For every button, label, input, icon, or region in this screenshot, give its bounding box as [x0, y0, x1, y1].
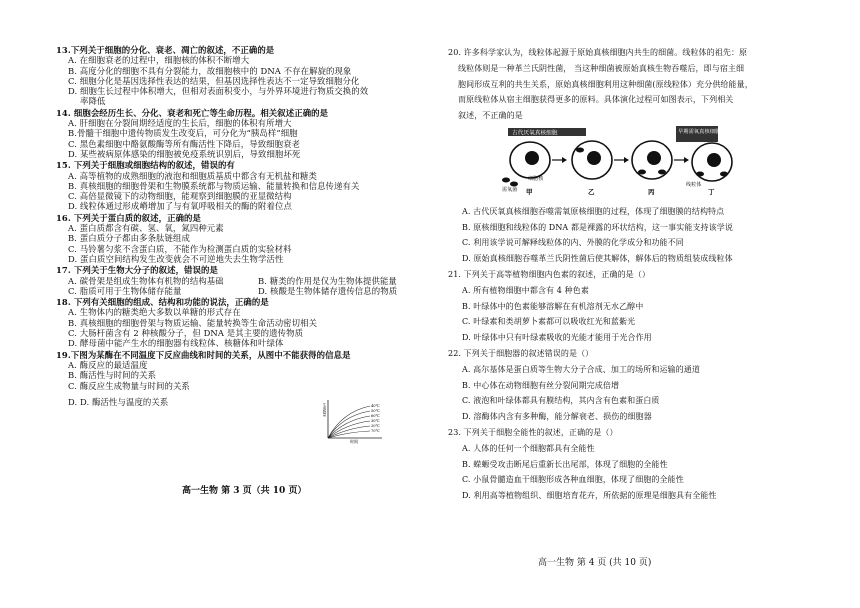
label-aerobic-bacteria: 需氧菌 [502, 186, 518, 193]
question-22 [448, 346, 818, 425]
arrowhead-1 [562, 157, 567, 163]
q18-option-b: B. 真核细胞的细胞骨架与物质运输、能量转换等生命活动密切相关 [68, 317, 318, 328]
q20-line-3: 胞间形成互利的共生关系，原始真核细胞利用这种细菌(原线粒体）充分供给能量， [458, 79, 753, 89]
label-yi: 乙 [588, 187, 595, 196]
q17-option-d: D. 核酸是生物体储存遗传信息的物质 [258, 285, 398, 296]
q17-options-ab [56, 276, 418, 286]
q23-option-a: A. 人体的任何一个细胞都具有全能性 [462, 443, 595, 453]
question-16 [56, 213, 418, 264]
q13-option-a: A. 在细胞衰老的过程中，细胞核的体积不断增大 [68, 55, 250, 66]
q22-option-c: C. 液泡和叶绿体都具有膜结构，其内含有色素和蛋白质 [462, 396, 660, 406]
page-right [430, 0, 860, 608]
q19-option-a: A. 酶反应的最适温度 [68, 359, 148, 370]
q14-option-a: A. 肝细胞在分裂间期经适度的生长后，细胞的体积有所增大 [68, 118, 292, 129]
q21-option-a: A. 所有植物细胞中都含有 4 种色素 [462, 285, 589, 295]
q16-option-d: D. 蛋白质空间结构发生改变就会不可逆地失去生物学活性 [68, 253, 284, 264]
q19-stem: 19.下图为某酶在不同温度下反应曲线和时间的关系，从图中不能获得的信息是 [56, 349, 351, 360]
question-15 [56, 160, 418, 211]
q18-option-a: A. 生物体内的糖类绝大多数以单糖的形式存在 [68, 307, 241, 318]
q13-stem: 13.下列关于细胞的分化、衰老、凋亡的叙述，不正确的是 [56, 45, 275, 55]
q14-option-c: C. 黑色素细胞中酪氨酸酶等所有酶活性下降后，导致细胞衰老 [68, 138, 301, 149]
curve-50c [328, 411, 370, 438]
question-18 [56, 297, 418, 348]
label-50c: 50℃ [371, 409, 380, 413]
nucleus-bing [647, 151, 661, 165]
page-footer-right: 高一生物 第 4 页 (共 10 页) [538, 558, 652, 568]
q22-option-a: A. 高尔基体是蛋白质等生物大分子合成、加工的场所和运输的通道 [462, 364, 700, 374]
q20-line-1: 20. 许多科学家认为，线粒体起源于原始真核细胞内共生的细菌。线粒体的祖先：原 [448, 48, 748, 57]
q15-option-b: B. 真核细胞的细胞骨架和生物膜系统都与物质运输、能量转换和信息传递有关 [68, 180, 360, 191]
nucleus-jia [525, 151, 539, 165]
q16-stem: 16. 下列关于蛋白质的叙述，正确的是 [56, 212, 202, 223]
q17-options-cd [56, 286, 418, 296]
label-40c: 40℃ [371, 404, 380, 408]
q17-option-b: B. 糖类的作用是仅为生物体提供能量 [258, 275, 397, 286]
q20-line-2: 线粒体则是一种革兰氏阴性菌， 当这种细菌被原始真核生物吞噬后，即与宿主细 [458, 63, 745, 73]
q23-option-c: C. 小鼠骨髓造血干细胞形成各种血细胞，体现了细胞的全能性 [462, 475, 684, 485]
q17-option-a: A. 碳骨架是组成生物体有机物的结构基础 [68, 275, 224, 286]
q23-option-b: B. 蝾螈受攻击断尾后重新长出尾部，体现了细胞的全能性 [462, 459, 668, 469]
q23-stem: 23. 下列关于细胞全能性的叙述，正确的是（） [448, 427, 618, 437]
q19-option-d: D. D. 酶活性与温度的关系 [68, 396, 169, 407]
internal-bacteria-2 [658, 169, 666, 174]
q13-option-c: C. 细胞分化是基因选择性表达的结果，但基因选择性表达不一定导致细胞分化 [68, 75, 360, 86]
q13-option-d-cont: 率降低 [80, 96, 106, 107]
q15-stem: 15. 下列关于细胞或细胞结构的叙述，错误的有 [56, 160, 235, 171]
question-14 [56, 108, 418, 159]
q15-option-c: C. 高倍显微镜下的动物细胞，能观察到细胞膜的亚显微结构 [68, 191, 292, 202]
nucleus-ding [707, 153, 721, 167]
right-column [448, 45, 818, 504]
q20-option-c: C. 利用该学说可解释线粒体的内、外膜的化学成分和功能不同 [462, 238, 684, 248]
q14-option-b: B.骨髓干细胞中遗传物质发生改变后，可分化为“胰岛样”细胞 [68, 128, 298, 139]
q17-option-c: C. 脂质可用于生物体储存能量 [68, 285, 182, 296]
q23-option-d: D. 利用高等植物组织、细胞培育花卉，所依据的原理是细胞具有全能性 [462, 491, 717, 501]
label-ding: 丁 [708, 187, 715, 196]
q21-option-c: C. 叶绿素和类胡萝卜素都可以吸收红光和蓝紫光 [462, 317, 636, 327]
q18-option-c: C. 大肠杆菌含有 2 种核酸分子，但 DNA 是其主要的遗传物质 [68, 328, 304, 339]
q13-option-d: D. 细胞生长过程中体积增大，但相对表面积变小，与外界环境进行物质交换的效 [68, 86, 369, 97]
q19-option-b: B. 酶活性与时间的关系 [68, 370, 157, 381]
question-21 [448, 267, 818, 346]
internal-bacteria-1 [638, 169, 646, 174]
left-column [56, 44, 418, 407]
q16-option-c: C. 马铃薯匀浆不含蛋白质，不能作为检测蛋白质的实验材料 [68, 243, 292, 254]
q21-stem: 21. 下列关于高等植物细胞内色素的叙述，正确的是（） [448, 269, 650, 279]
label-20c: 20℃ [371, 424, 380, 428]
q20-line-4: 而原线粒体从宿主细胞获得更多的原料。具体演化过程可如图表示，下列相关 [458, 95, 734, 105]
q13-option-b: B. 高度分化的细胞不具有分裂能力，故细胞核中的 DNA 不存在解旋的现象 [68, 65, 352, 76]
q20-option-b: B. 原核细胞和线粒体的 DNA 都是裸露的环状结构，这一事实能支持该学说 [462, 222, 733, 232]
q14-option-d: D. 某些被病原体感染的细胞被免疫系统识别后，导致细胞坏死 [68, 148, 301, 159]
arrowhead-2 [624, 157, 629, 163]
label-ancient-anaerobic-eukaryote: 古代厌氧真核细胞 [512, 130, 558, 137]
q15-option-a: A. 高等植物的成熟细胞的液泡和细胞质基质中都含有无机盐和糖类 [68, 170, 317, 181]
label-70c: 70℃ [371, 429, 380, 433]
page-footer-left: 高一生物 第 3 页（共 10 页） [182, 486, 307, 496]
q16-option-a: A. 蛋白质都含有碳、氢、氧，氮四种元素 [68, 223, 224, 234]
q20-option-d: D. 原始真核细胞吞噬革兰氏阴性菌后使其解体，解体后的物质组装成线粒体 [462, 254, 733, 264]
q21-option-b: B. 叶绿体中的色素能够溶解在有机溶剂无水乙醇中 [462, 301, 644, 311]
aerobic-bacteria-1 [502, 177, 510, 182]
q18-stem: 18. 下列有关细胞的组成、结构和功能的说法，正确的是 [56, 297, 269, 308]
enzyme-reaction-chart [324, 398, 386, 444]
q17-stem: 17. 下列关于生物大分子的叙述，错误的是 [56, 265, 218, 276]
label-60c: 60℃ [371, 414, 380, 418]
endosymbiosis-diagram [500, 128, 750, 194]
mitochondrion-1 [696, 171, 704, 176]
aerobic-bacteria-2 [510, 181, 518, 186]
label-early-aerobic-eukaryote: 早期需氧真核细胞 [678, 128, 721, 135]
question-23 [448, 425, 818, 504]
question-20 [448, 45, 818, 267]
arrowhead-3 [684, 157, 689, 163]
q16-option-b: B. 蛋白质分子都由多条肽链组成 [68, 233, 190, 244]
q20-line-5: 叙述，不正确的是 [458, 111, 523, 121]
q20-option-a: A. 古代厌氧真核细胞吞噬需氧原核细胞的过程，体现了细胞膜的结构特点 [462, 206, 725, 216]
label-jia: 甲 [526, 187, 533, 196]
chart-ylabel: 生成物量 [322, 403, 326, 417]
question-13 [56, 45, 418, 107]
q19-option-c: C. 酶反应生成物量与时间的关系 [68, 380, 190, 391]
q22-option-d: D. 溶酶体内含有多种酶，能分解衰老、损伤的细胞器 [462, 412, 652, 422]
q22-stem: 22. 下列关于细胞器的叙述错误的是（） [448, 348, 594, 358]
label-mitochondrion: 线粒体 [686, 181, 702, 188]
q21-option-d: D. 叶绿体中只有叶绿素吸收的光能才能用于光合作用 [462, 333, 652, 343]
question-17 [56, 265, 418, 296]
q22-option-b: B. 中心体在动物细胞有丝分裂间期完成倍增 [462, 380, 620, 390]
q14-stem: 14. 细胞会经历生长、分化、衰老和死亡等生命历程。相关叙述正确的是 [56, 107, 329, 118]
engulfing-bacteria [576, 147, 584, 152]
label-bing: 丙 [648, 187, 655, 196]
mitochondrion-2 [720, 171, 728, 176]
nucleus-yi [587, 151, 601, 165]
chart-xlabel: 时间 [350, 439, 358, 444]
label-nucleus: 细胞核 [528, 175, 544, 182]
q15-option-d: D. 线粒体通过形成嵴增加了与有氧呼吸相关的酶的附着位点 [68, 201, 292, 212]
q18-option-d: D. 酵母菌中能产生水的细胞器有线粒体、核糖体和叶绿体 [68, 338, 284, 349]
label-30c: 30℃ [371, 419, 380, 423]
